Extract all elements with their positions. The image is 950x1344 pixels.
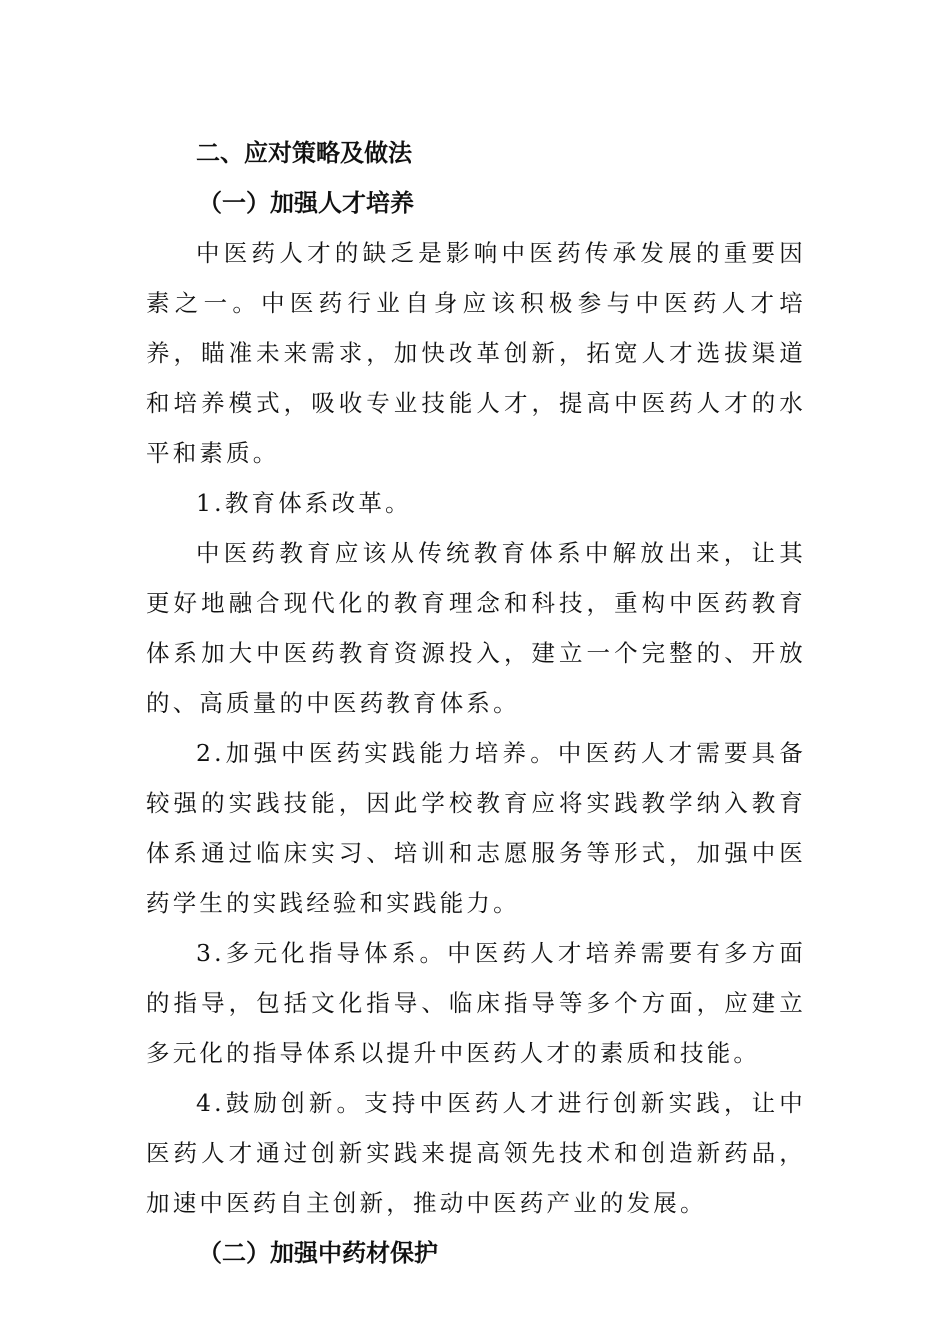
subsection-title-herbs: （二）加强中药材保护 bbox=[198, 1239, 438, 1267]
item-4-paragraph: 4.鼓励创新。支持中医药人才进行创新实践，让中医药人才通过创新实践来提高领先技术和创造新药品，加速中医药自主创新，推动中医药产业的发展。 bbox=[146, 1089, 806, 1217]
item-1-body: 中医药教育应该从传统教育体系中解放出来，让其更好地融合现代化的教育理念和科技，重构中医药教育体系加大中医药教育资源投入，建立一个完整的、开放的、高质量的中医药教育体系。 bbox=[146, 539, 806, 717]
item-1-title: 1.教育体系改革。 bbox=[196, 489, 412, 517]
subsection-title-talent: （一）加强人才培养 bbox=[198, 189, 414, 217]
item-3-paragraph: 3.多元化指导体系。中医药人才培养需要有多方面的指导，包括文化指导、临床指导等多个方面，应建立多元化的指导体系以提升中医药人才的素质和技能。 bbox=[146, 939, 806, 1067]
section-title: 二、应对策略及做法 bbox=[196, 139, 412, 167]
intro-paragraph: 中医药人才的缺乏是影响中医药传承发展的重要因素之一。中医药行业自身应该积极参与中医药人才培养，瞄准未来需求，加快改革创新，拓宽人才选拔渠道和培养模式，吸收专业技能人才，提高中医药人才的水平和素质。 bbox=[146, 239, 806, 467]
item-2-paragraph: 2.加强中医药实践能力培养。中医药人才需要具备较强的实践技能，因此学校教育应将实践教学纳入教育体系通过临床实习、培训和志愿服务等形式，加强中医药学生的实践经验和实践能力。 bbox=[146, 739, 806, 917]
document-body bbox=[146, 128, 806, 1278]
